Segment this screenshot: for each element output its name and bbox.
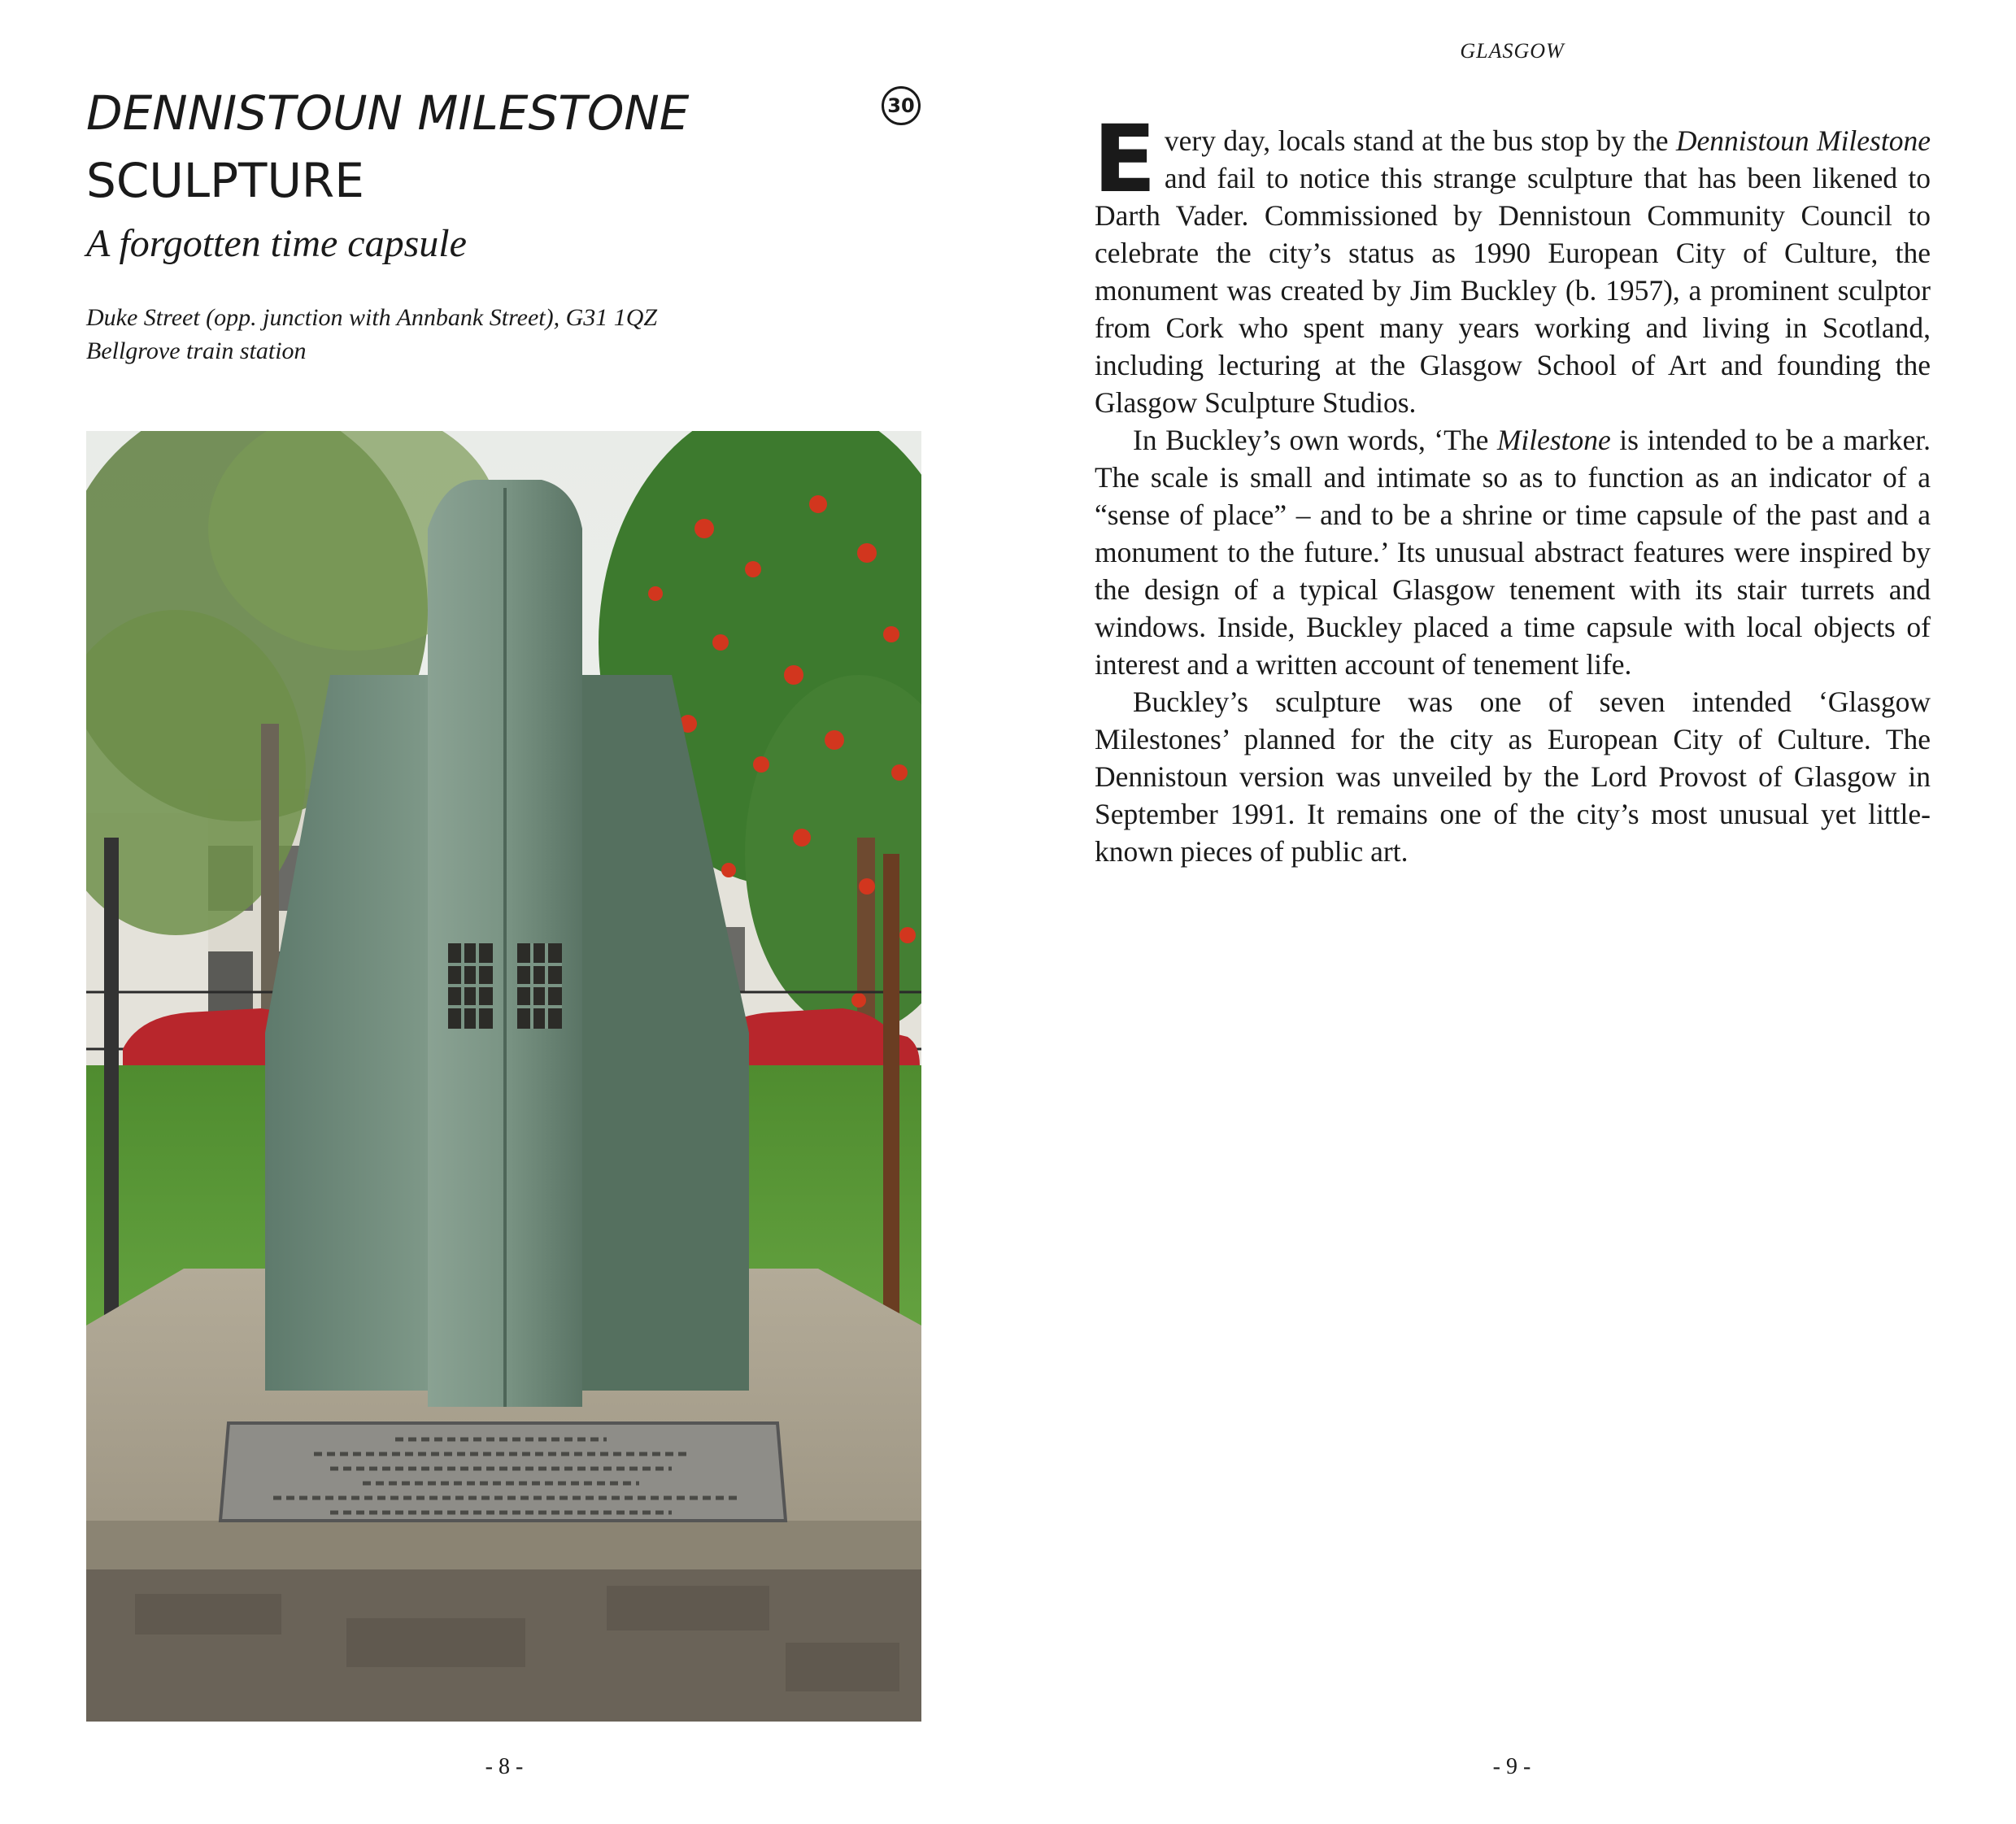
address-block	[86, 301, 657, 368]
paragraph-1-italic: Dennistoun Milestone	[1675, 124, 1931, 157]
paragraph-2-text-a: In Buckley’s own words, ‘The	[1133, 424, 1497, 456]
running-head: GLASGOW	[1460, 39, 1565, 63]
paragraph-2	[1095, 421, 1931, 683]
paragraph-1-text-a: very day, locals stand at the bus stop by the	[1164, 124, 1676, 157]
page-number-right: - 9 -	[1492, 1754, 1531, 1779]
drop-cap: E	[1093, 105, 1156, 213]
title-line-1: DENNISTOUN MILESTONE	[86, 85, 690, 141]
paragraph-3: Buckley’s sculpture was one of seven intended ‘Glasgow Milestones’ planned for the city as European City of Culture. The Dennistoun version was unveiled by the Lord Provost of Glasgow in September 1991. It remains one of the city’s most unusual yet little-known pieces of public art.	[1095, 686, 1931, 868]
paragraph-2-italic: Milestone	[1496, 424, 1611, 456]
right-page	[1008, 0, 2016, 1824]
page-title	[86, 80, 859, 215]
subtitle: A forgotten time capsule	[86, 222, 467, 265]
paragraph-1-text-b: and fail to notice this strange sculpture that has been likened to Darth Vader. Commissioned by Dennistoun Community Council to celebrate the city’s status as 1990 European City of Culture, the monument was created by Jim Buckley (b. 1957), a prominent sculptor from Cork who spent many years working and living in Scotland, including lecturing at the Glasgow School of Art and founding the Glasgow Sculpture Studios.	[1095, 162, 1931, 419]
sculpture-photo-illustration	[86, 431, 921, 1722]
article-body	[1093, 105, 1931, 870]
paragraph-1	[1093, 105, 1931, 421]
page-number-left: - 8 -	[485, 1754, 524, 1779]
address-station: Bellgrove train station	[86, 337, 307, 364]
sculpture-photo	[86, 431, 921, 1722]
entry-number-badge: 30	[882, 86, 921, 125]
paragraph-2-text-b: is intended to be a marker. The scale is small and intimate so as to function as an indicator of a “sense of place” – and to be a shrine or time capsule of the past and a monument to the future.’ Its unusual abstract features were inspired by the design of a typical Glasgow tenement with its stair turrets and windows. Inside, Buckley placed a time capsule with local objects of interest and a written account of tenement life.	[1095, 424, 1931, 681]
address-street: Duke Street (opp. junction with Annbank Street), G31 1QZ	[86, 304, 658, 331]
title-line-2: SCULPTURE	[86, 153, 364, 208]
